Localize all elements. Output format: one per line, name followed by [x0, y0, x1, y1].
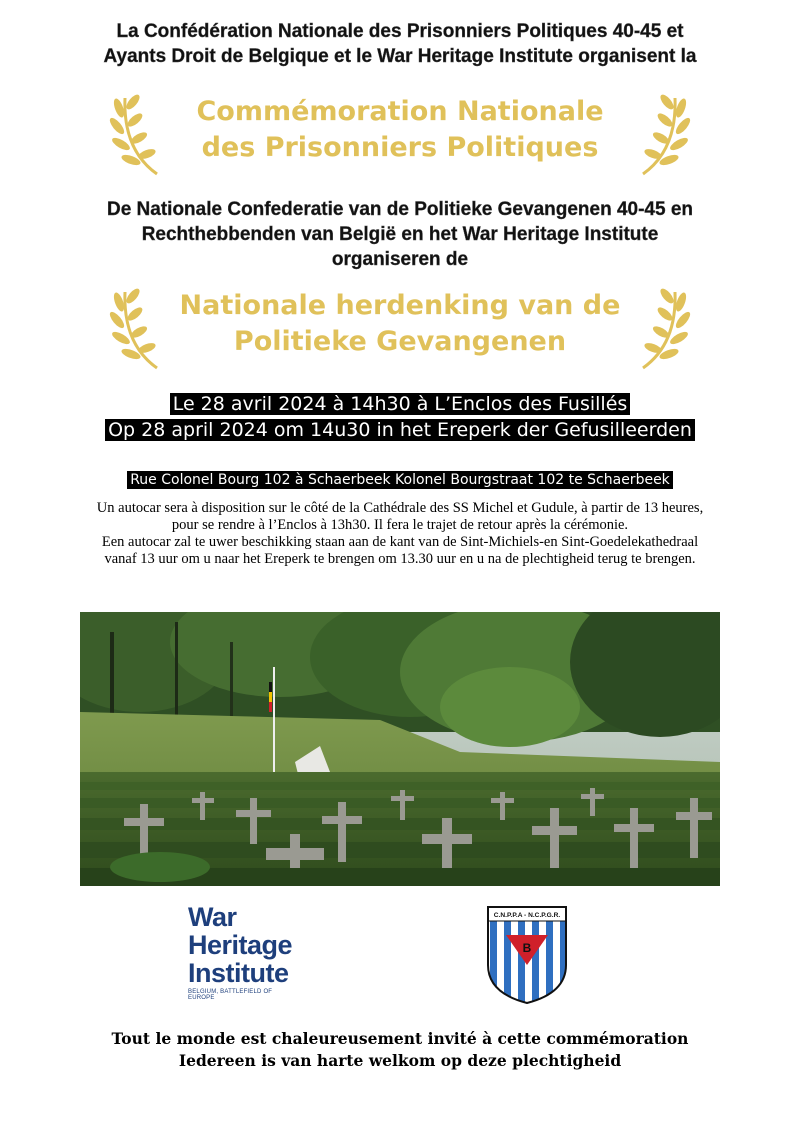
banner-dutch	[105, 282, 695, 372]
date-french-text: Le 28 avril 2024 à 14h30 à L’Enclos des Fusillés	[170, 393, 631, 415]
header-dutch-line-1: De Nationale Confederatie van de Politieke Gevangenen 40-45 en	[106, 199, 694, 220]
banner-dutch-title	[165, 288, 635, 360]
bus-info-line-4: vanaf 13 uur om u naar het Ereperk te brengen om 13.30 uur en u na de plechtigheid terug te brengen.	[104, 551, 696, 567]
banner-dutch-line-2: Politieke Gevangenen	[233, 326, 567, 357]
laurel-wreath-icon	[631, 88, 695, 178]
cnppa-letter: B	[522, 941, 532, 955]
cemetery-photo-illustration	[80, 612, 720, 886]
header-dutch-line-2: Rechthebbenden van België en het War Heritage Institute	[141, 224, 659, 245]
laurel-wreath-icon	[105, 88, 169, 178]
whi-logo-line-2: Heritage	[188, 930, 293, 960]
closing-dutch: Iedereen is van harte welkom op deze plechtigheid	[178, 1051, 622, 1070]
banner-french-title	[165, 94, 635, 166]
date-french	[0, 392, 800, 416]
date-dutch	[0, 418, 800, 442]
header-french-line-2: Ayants Droit de Belgique et le War Heritage Institute organisent la	[103, 46, 697, 67]
header-french-line-1: La Confédération Nationale des Prisonniers Politiques 40-45 et	[116, 21, 684, 42]
laurel-wreath-icon	[105, 282, 169, 372]
laurel-wreath-icon	[631, 282, 695, 372]
whi-logo-tagline: BELGIUM, BATTLEFIELD OF EUROPE	[188, 989, 273, 1001]
shield-icon	[486, 905, 568, 1005]
header-dutch	[0, 197, 800, 272]
cnppa-label: C.N.P.P.A - N.C.P.G.R.	[493, 912, 561, 919]
banner-french-line-1: Commémoration Nationale	[196, 96, 604, 127]
address	[0, 470, 800, 490]
closing-french: Tout le monde est chaleureusement invité à cette commémoration	[111, 1029, 689, 1048]
cemetery-photo	[80, 612, 720, 886]
whi-logo-line-3: Institute	[188, 958, 289, 988]
cnppa-shield-logo	[486, 905, 568, 1005]
bus-info	[40, 500, 760, 568]
date-dutch-text: Op 28 april 2024 om 14u30 in het Ereperk der Gefusilleerden	[105, 419, 695, 441]
banner-french-line-2: des Prisonniers Politiques	[201, 132, 599, 163]
header-dutch-line-3: organiseren de	[331, 249, 469, 270]
address-text: Rue Colonel Bourg 102 à Schaerbeek Kolonel Bourgstraat 102 te Schaerbeek	[127, 471, 673, 489]
banner-french	[105, 88, 695, 178]
bus-info-line-2: pour se rendre à l’Enclos à 13h30. Il fera le trajet de retour après la cérémonie.	[171, 517, 629, 533]
header-french	[0, 19, 800, 69]
whi-logo-line-1: War	[188, 902, 237, 932]
bus-info-line-3: Een autocar zal te uwer beschikking staan aan de kant van de Sint-Michiels-en Sint-Goedelekathedraal	[101, 534, 699, 550]
bus-info-line-1: Un autocar sera à disposition sur le côté de la Cathédrale des SS Michel et Gudule, à partir de 13 heures,	[96, 500, 704, 516]
war-heritage-institute-logo	[188, 903, 298, 1008]
banner-dutch-line-1: Nationale herdenking van de	[179, 290, 621, 321]
